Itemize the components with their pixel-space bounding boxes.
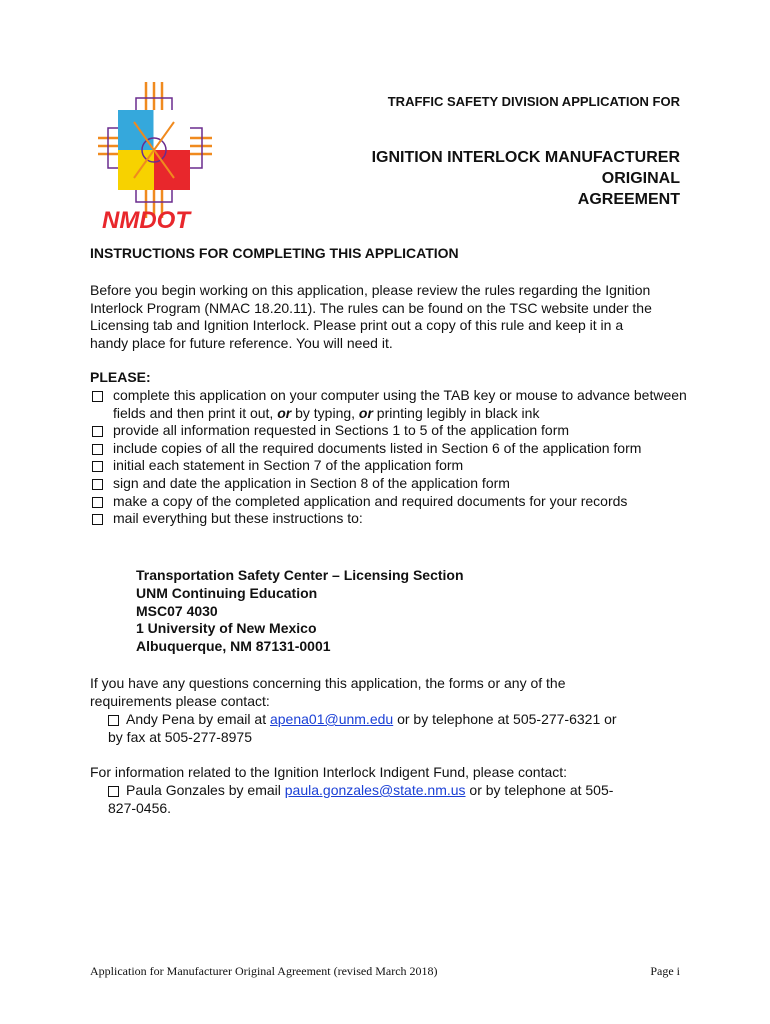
emphasis-or: or [358,404,373,421]
andy-email-link[interactable]: apena01@unm.edu [269,711,394,727]
instructions-intro: Before you begin working on this application, please review the rules regarding the Ignition Interlock Program (NMAC 18.20.11). The rules can be found on the TSC website under the Licensing tab and Ignition Interlock. Please print out a copy of this rule and keep it in a handy place for future reference. You will need it. [90,282,652,351]
fund-contact-line2: 827-0456. [108,800,172,816]
please-label: PLEASE: [90,369,151,385]
checkbox-icon [92,391,103,402]
emphasis-or: or [277,404,292,421]
checkbox-icon [92,426,103,437]
list-item-text: mail everything but these instructions to: [113,510,363,527]
list-item-text: include copies of all the required documents listed in Section 6 of the application form [113,439,642,456]
questions-intro: If you have any questions concerning this application, the forms or any of the requirements please contact: [90,675,566,709]
nmdot-logo [96,78,216,233]
list-item-text: complete this application on your computer using the TAB key or mouse to advance between fields and then print it out, [113,387,687,421]
please-list [90,387,690,528]
checkbox-icon [108,786,119,797]
header-title [372,147,680,210]
header-title-line2: ORIGINAL [601,170,680,187]
list-item [90,422,690,440]
header-subtitle: TRAFFIC SAFETY DIVISION APPLICATION FOR [387,94,680,109]
checkbox-icon [92,461,103,472]
checkbox-icon [92,479,103,490]
address-line: MSC07 4030 [136,602,218,619]
list-item-text: initial each statement in Section 7 of the application form [113,457,464,474]
list-item-text: provide all information requested in Sections 1 to 5 of the application form [113,422,570,439]
instructions-title: INSTRUCTIONS FOR COMPLETING THIS APPLICATION [90,245,459,261]
checkbox-icon [92,514,103,525]
list-item [90,440,668,458]
list-item [90,510,690,528]
page-number: Page i [650,964,680,978]
questions-contact [126,711,617,729]
fund-intro: For information related to the Ignition Interlock Indigent Fund, please contact: [90,764,568,780]
contact-text: or by telephone at 505- [465,782,614,798]
fund-contact [126,782,613,800]
list-item-text: by typing, [291,404,359,421]
list-item [90,493,690,511]
list-item [90,387,690,422]
list-item [90,475,690,493]
header-title-line3: AGREEMENT [577,191,680,208]
paula-email-link[interactable]: paula.gonzales@state.nm.us [284,782,466,798]
header-title-line1: IGNITION INTERLOCK MANUFACTURER [371,149,680,166]
footer-title: Application for Manufacturer Original Agreement (revised March 2018) [90,964,438,978]
address-line: 1 University of New Mexico [136,620,317,637]
checkbox-icon [92,497,103,508]
address-line: Albuquerque, NM 87131-0001 [136,638,331,655]
logo-text: NMDOT [102,207,190,233]
list-item-text: make a copy of the completed application and required documents for your records [113,492,628,509]
checkbox-icon [108,715,119,726]
checkbox-icon [92,444,103,455]
mailing-address [136,567,464,656]
list-item [90,457,690,475]
zia-sun-logo-icon [96,78,216,233]
address-line: Transportation Safety Center – Licensing Section [136,567,464,583]
address-line: UNM Continuing Education [136,584,318,601]
contact-text: Paula Gonzales by email [126,782,285,798]
list-item-text: sign and date the application in Section 8 of the application form [113,474,510,491]
list-item-text: printing legibly in black ink [372,404,540,421]
contact-text: or by telephone at 505-277-6321 or [393,711,617,727]
questions-contact-line2: by fax at 505-277-8975 [108,729,252,745]
contact-text: Andy Pena by email at [126,711,270,727]
